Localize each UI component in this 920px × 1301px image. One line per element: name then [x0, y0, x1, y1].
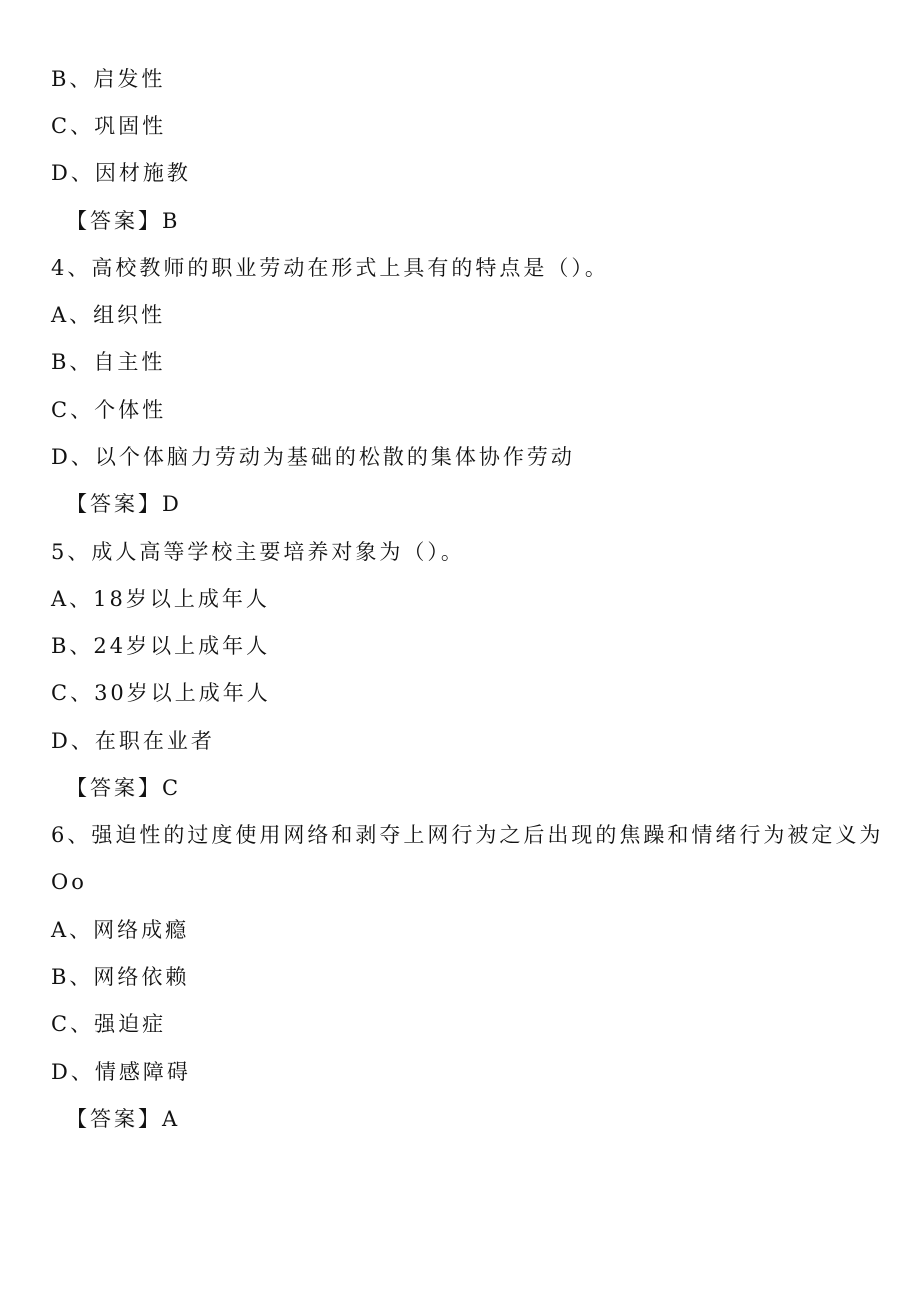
answer-q6: 【答案】A: [66, 1107, 181, 1131]
answer-q4: 【答案】D: [66, 492, 182, 516]
option-c-q3: C、巩固性: [51, 114, 167, 138]
option-a-q6: A、网络成瘾: [51, 918, 190, 942]
question-4: 4、高校教师的职业劳动在形式上具有的特点是（）。: [51, 256, 609, 280]
option-d-q4: D、以个体脑力劳动为基础的松散的集体协作劳动: [51, 445, 575, 469]
option-d-q5: D、在职在业者: [51, 729, 215, 753]
option-b-q6: B、网络依赖: [51, 965, 190, 989]
option-a-q4: A、组织性: [51, 303, 166, 327]
option-c-q6: C、强迫症: [51, 1012, 167, 1036]
option-d-q3: D、因材施教: [51, 161, 191, 185]
option-b-q3: B、启发性: [51, 67, 166, 91]
option-a-q5: A、18岁以上成年人: [51, 587, 270, 611]
option-b-q5: B、24岁以上成年人: [51, 634, 271, 658]
option-c-q5: C、30岁以上成年人: [51, 681, 271, 705]
option-d-q6: D、情感障碍: [51, 1060, 191, 1084]
option-c-q4: C、个体性: [51, 398, 167, 422]
answer-q3: 【答案】B: [66, 209, 181, 233]
question-5: 5、成人高等学校主要培养对象为（）。: [51, 540, 465, 564]
question-6-continuation: Oo: [51, 870, 87, 894]
question-6: 6、强迫性的过度使用网络和剥夺上网行为之后出现的焦躁和情绪行为被定义为: [51, 823, 884, 847]
answer-q5: 【答案】C: [66, 776, 182, 800]
option-b-q4: B、自主性: [51, 350, 166, 374]
